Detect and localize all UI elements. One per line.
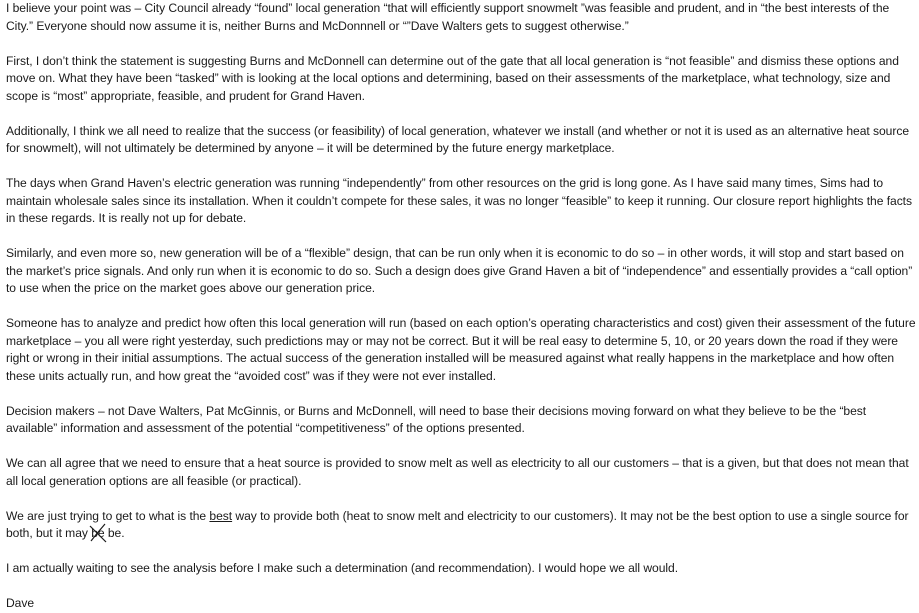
paragraph-9-text-before: We are just trying to get to what is the [6,508,210,523]
paragraph-9-text-middle: way to provide both (heat to snow melt and electricity to our customers). It may not be the best option to use a single source for both, but it may [6,508,909,540]
struck-through-word [91,525,104,543]
paragraph-9 [6,508,918,543]
paragraph-4: The days when Grand Haven’s electric generation was running “independently” from other resources on the grid is long gone. As I have said many times, Sims had to maintain wholesale sales since its installation. When it couldn’t compete for these sales, it was no longer “feasible” to keep it running. Our closure report highlights the facts in these regards. It is really not up for debate. [6,176,912,225]
paragraph-10: I am actually waiting to see the analysis before I make such a determination (and recommendation). I would hope we all would. [6,561,679,575]
paragraph-1: I believe your point was – City Council already “found” local generation “that will efficiently support snowmelt ”was feasible and prudent, and in “the best interests of the City.” Everyone should now assume it is, neither Burns and McDonnnell or “”Dave Walters gets to suggest otherwise.” [6,1,890,33]
struck-word-text: be [91,526,105,540]
paragraph-3: Additionally, I think we all need to realize that the success (or feasibility) of local generation, whatever we install (and whether or not it is used as an alternative heat source for snowmelt), will not ultimately be determined by anyone – it will be determined by the future energy marketplace. [6,123,909,155]
paragraph-5: Similarly, and even more so, new generation will be of a “flexible” design, that can be run only when it is economic to do so – in other words, it will stop and start based on the market’s price signals. And only run when it is economic to do so. Such a design does give Grand Haven a bit of “independence” and essentially provides a “call option” to use when the price on the market goes above our generation price. [6,246,913,295]
paragraph-8: We can all agree that we need to ensure that a heat source is provided to snow melt as well as electricity to all our customers – that is a given, but that does not mean that all local generation options are all feasible (or practical). [6,456,909,488]
handwritten-x-mark [89,523,107,543]
paragraph-6: Someone has to analyze and predict how often this local generation will run (based on each option’s operating characteristics and cost) given their assessment of the future marketplace – you all were right yesterday, such predictions may or may not be correct. But it will be real easy to determine 5, 10, or 20 years down the road if they were right or wrong in their initial assumptions. The actual success of the generation installed will be measured against what really happens in the marketplace and how often these units actually run, and how great the “avoided cost” was if they were not ever installed. [6,316,916,383]
paragraph-9-text-after: be. [104,526,125,540]
underlined-word-best: best [209,508,233,523]
email-body [6,0,918,613]
paragraph-7: Decision makers – not Dave Walters, Pat McGinnis, or Burns and McDonnell, will need to base their decisions moving forward on what they believe to be the “best available” information and assessment of the potential “competitiveness” of the options presented. [6,403,867,435]
signature: Dave [6,596,35,610]
paragraph-2: First, I don’t think the statement is suggesting Burns and McDonnell can determine out of the gate that all local generation is “not feasible” and dismiss these options and move on. What they have been “tasked” with is looking at the local options and determining, based on their assessments of the marketplace, what technology, size and scope is “most” appropriate, feasible, and prudent for Grand Haven. [6,53,899,103]
